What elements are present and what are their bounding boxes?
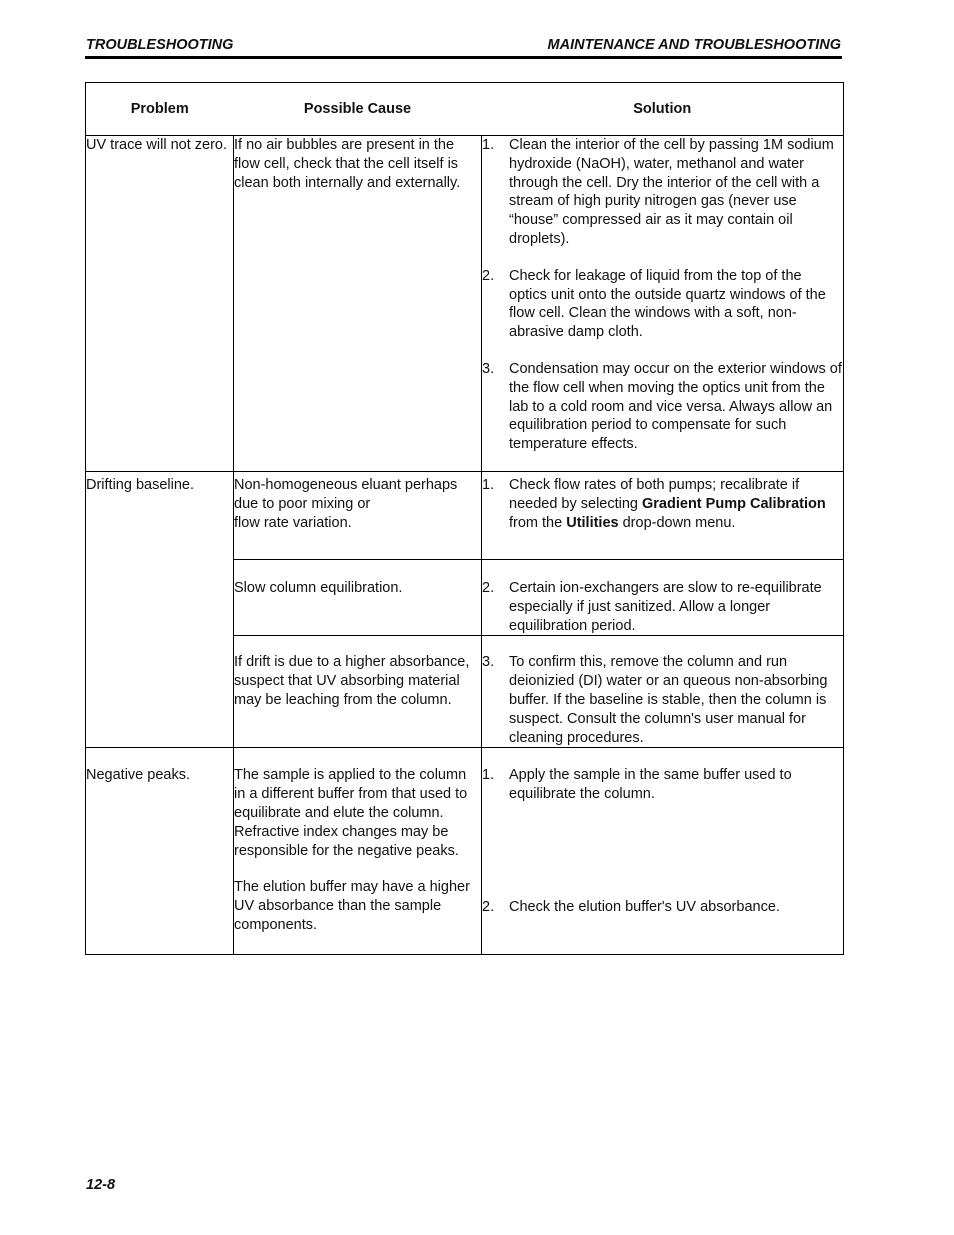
cause-text: If no air bubbles are present in the flow cell, check that the cell itself is clean both internally and externally. [234,137,461,191]
solution-item [482,766,843,804]
solution-number: 3. [482,654,495,671]
solution-text: Check flow rates of both pumps; recalibrate if needed by selecting Gradient Pump Calibration from the Utilities drop-down menu. [509,477,826,531]
solution-number: 2. [482,580,495,596]
solution-number: 3. [482,360,495,377]
cause-cell [234,560,482,636]
problem-cell [86,472,234,748]
solution-number: 2. [482,898,495,915]
cause-cell [234,748,482,955]
header-possible-cause: Possible Cause [234,83,482,136]
solution-text: Clean the interior of the cell by passing 1M sodium hydroxide (NaOH), water, methanol and water through the cell. Dry the interior of the cell with a stream of high purity nitrogen gas (never use “house” compressed air as it may contain oil droplets). [509,137,834,247]
solution-text: Check the elution buffer's UV absorbance. [509,898,780,915]
solution-item [482,653,843,747]
cause-cell [234,636,482,748]
problem-cell [86,136,234,472]
problem-text: Negative peaks. [86,767,190,784]
solution-cell [482,136,844,472]
solution-cell [482,636,844,748]
solution-text: Apply the sample in the same buffer used to equilibrate the column. [509,767,792,803]
header-problem: Problem [86,83,234,136]
solution-item [482,898,843,917]
solution-item [482,579,843,635]
page-number: 12-8 [86,1177,116,1193]
solution-text: To confirm this, remove the column and run deionizied (DI) water or an queous non-absorbing buffer. If the baseline is stable, then the column is suspect. Consult the column's user manual for cleaning procedures. [509,654,828,746]
solution-item [482,360,843,454]
cause-text: Non-homogeneous eluant perhaps due to poor mixing or [234,477,458,512]
solution-text: Certain ion-exchangers are slow to re-equilibrate especially if just sanitized. Allow a longer equilibration period. [509,580,822,634]
chapter-title: MAINTENANCE AND TROUBLESHOOTING [547,37,841,53]
problem-cell [86,748,234,955]
running-header [85,36,842,59]
solution-number: 2. [482,267,495,284]
table-row [86,136,844,472]
table-header-row [86,83,844,136]
section-title: TROUBLESHOOTING [86,37,234,53]
cause-cell [234,472,482,560]
cause-text: flow rate variation. [234,514,352,531]
solution-item [482,267,843,342]
solution-text: Condensation may occur on the exterior windows of the flow cell when moving the optics unit from the lab to a cold room and vice versa. Always allow an equilibration period to compensate for such temperature effects. [509,360,842,453]
cause-text: If drift is due to a higher absorbance, suspect that UV absorbing material may be leaching from the column. [234,654,470,708]
table-row [86,472,844,560]
utilities-menu-term: Utilities [566,514,619,531]
table-row [86,748,844,955]
solution-item [482,136,843,249]
problem-text: Drifting baseline. [86,477,194,493]
cause-text: The sample is applied to the column in a different buffer from that used to equilibrate and elute the column. Refractive index changes may be responsible for the negative peaks. [234,767,468,859]
solution-cell [482,748,844,955]
solution-number: 1. [482,767,495,784]
gradient-pump-calibration-term: Gradient Pump Calibration [642,495,826,512]
solution-cell [482,472,844,560]
cause-text: The elution buffer may have a higher UV absorbance than the sample components. [234,879,470,933]
solution-item [482,476,843,532]
solution-text: Check for leakage of liquid from the top of the optics unit onto the outside quartz windows of the flow cell. Clean the windows with a soft, non-abrasive damp cloth. [509,267,826,341]
header-solution: Solution [482,83,844,136]
solution-cell [482,560,844,636]
cause-cell [234,136,482,472]
solution-number: 1. [482,137,495,153]
solution-number: 1. [482,477,495,493]
problem-text: UV trace will not zero. [86,137,228,153]
troubleshooting-table [85,82,844,955]
cause-text: Slow column equilibration. [234,580,403,596]
